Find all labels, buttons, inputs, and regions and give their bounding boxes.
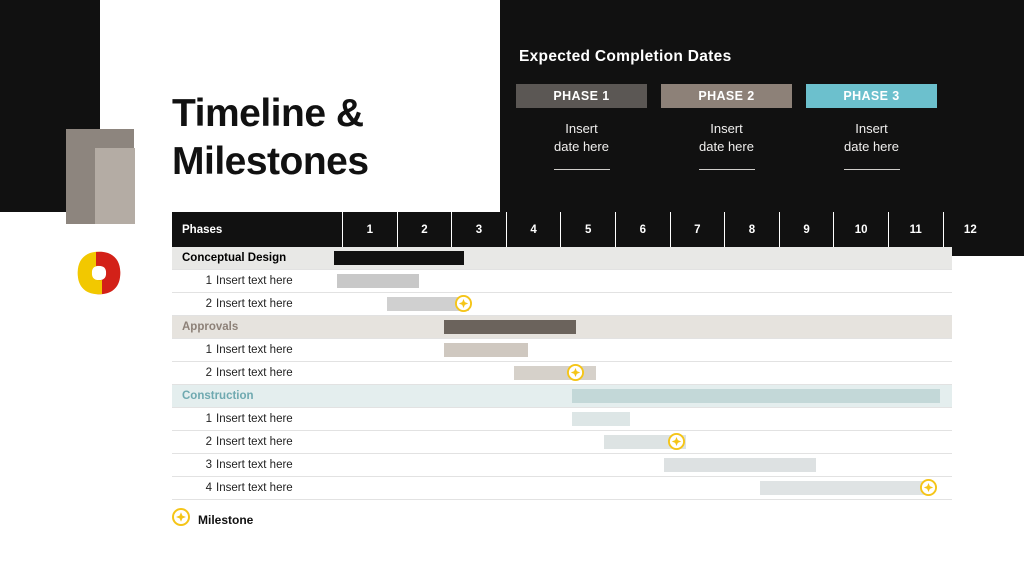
gantt-bar[interactable] [444,343,528,357]
row-label [172,454,293,476]
milestone-icon[interactable] [668,433,685,450]
row-label-text: Insert text here [216,413,293,425]
gantt-section-row[interactable] [172,316,952,338]
milestone-icon[interactable] [455,295,472,312]
row-label [172,316,238,338]
gantt-col-3: 3 [452,212,507,247]
gantt-bar[interactable] [760,481,928,495]
row-label [172,339,293,361]
phase-3-date [806,120,937,157]
logo-mark [72,246,126,300]
phase-3-date-line1: Insert [855,121,888,136]
decor-white-strip [100,0,500,20]
row-label-text: Insert text here [216,367,293,379]
gantt-bar[interactable] [444,320,576,334]
row-label-text: Insert text here [216,344,293,356]
gantt-col-2: 2 [397,212,452,247]
row-number: 1 [205,344,212,356]
decor-gray-square-light [95,148,135,224]
gantt-bar[interactable] [572,389,940,403]
page-title-line2: Milestones [172,139,369,183]
phase-3-rule [844,169,900,170]
phase-3-chip[interactable]: PHASE 3 [806,84,937,108]
row-label-text: Conceptual Design [182,252,287,264]
gantt-task-row[interactable] [172,454,952,476]
gantt-task-row[interactable] [172,293,952,315]
row-label [172,431,293,453]
page-title [172,90,492,185]
gantt-col-11: 11 [888,212,943,247]
gantt-task-row[interactable] [172,270,952,292]
row-number: 2 [205,367,212,379]
gantt-rows [172,247,952,500]
gantt-task-row[interactable] [172,431,952,453]
gantt-col-10: 10 [834,212,889,247]
gantt-bar[interactable] [337,274,419,288]
phase-column-1 [516,84,647,170]
row-label-text: Insert text here [216,459,293,471]
phase-1-date-line2: date here [554,139,609,155]
phase-2-date [661,120,792,157]
row-label-text: Insert text here [216,298,293,310]
gantt-section-row[interactable] [172,247,952,269]
gantt-col-6: 6 [615,212,670,247]
row-label-text: Approvals [182,321,239,333]
row-label [172,385,254,407]
gantt-section-row[interactable] [172,385,952,407]
row-number: 4 [205,482,212,494]
gantt-col-9: 9 [779,212,834,247]
gantt-task-row[interactable] [172,339,952,361]
row-label-text: Insert text here [216,436,293,448]
row-number: 2 [205,298,212,310]
row-label [172,477,293,499]
phase-1-date-line1: Insert [565,121,598,136]
gantt-col-7: 7 [670,212,725,247]
legend [172,508,253,531]
gantt-task-row[interactable] [172,477,952,499]
gantt-header-table [172,212,997,247]
row-label [172,408,293,430]
phase-3-date-line2: date here [844,139,899,155]
page-title-line1: Timeline & [172,92,364,135]
phase-column-3 [806,84,937,170]
row-separator [172,499,952,500]
row-number: 1 [205,275,212,287]
phase-2-date-line2: date here [699,139,754,155]
phase-2-date-line1: Insert [710,121,743,136]
phase-2-rule [699,169,755,170]
legend-label: Milestone [198,512,254,527]
milestone-icon[interactable] [920,479,937,496]
row-number: 3 [205,459,212,471]
gantt-bar[interactable] [334,251,464,265]
gantt-col-12: 12 [943,212,997,247]
gantt-task-row[interactable] [172,408,952,430]
gantt-chart [172,212,977,500]
row-label-text: Insert text here [216,482,293,494]
row-label [172,293,293,315]
gantt-col-5: 5 [561,212,616,247]
phase-column-2 [661,84,792,170]
row-label-text: Construction [182,390,254,402]
row-label [172,362,293,384]
gantt-col-8: 8 [725,212,780,247]
gantt-col-1: 1 [343,212,398,247]
row-background [172,247,952,269]
gantt-bar[interactable] [664,458,816,472]
row-label [172,247,286,269]
phase-1-rule [554,169,610,170]
milestone-icon[interactable] [567,364,584,381]
gantt-header-phases: Phases [172,212,343,247]
phase-row [516,84,1008,170]
row-number: 2 [205,436,212,448]
gantt-task-row[interactable] [172,362,952,384]
phase-1-date [516,120,647,157]
panel-title: Expected Completion Dates [519,48,732,65]
row-label [172,270,293,292]
phase-1-chip[interactable]: PHASE 1 [516,84,647,108]
gantt-header-row [172,212,997,247]
phase-2-chip[interactable]: PHASE 2 [661,84,792,108]
gantt-col-4: 4 [506,212,561,247]
row-label-text: Insert text here [216,275,293,287]
row-number: 1 [205,413,212,425]
milestone-icon [172,508,190,531]
gantt-bar[interactable] [572,412,630,426]
